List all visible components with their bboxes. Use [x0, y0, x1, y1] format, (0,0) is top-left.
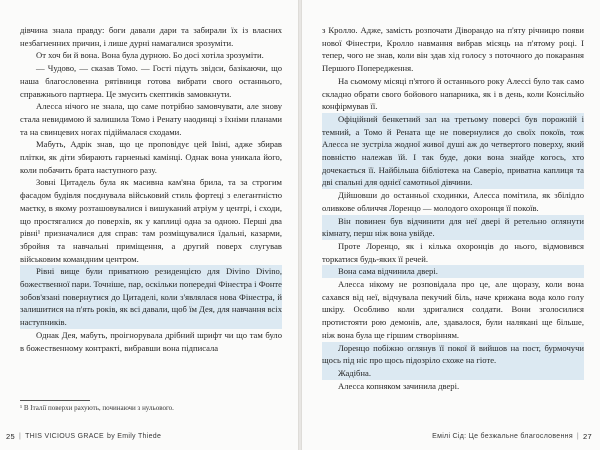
paragraph: На сьомому місяці п'ятого й останнього року Алессі було так само складно обрати свого бойового напарника, як і в день, коли Консільйо конфірмував її. [322, 75, 584, 112]
paragraph-highlighted: Жадібна. [322, 367, 584, 380]
paragraph-highlighted: Лоренцо побіжно оглянув її покої й вийшов на пост, бурмочучи щось під ніс про щось підозріло схоже на гіоте. [322, 342, 584, 366]
footer-author: by Emily Thiede [107, 432, 162, 440]
right-page-footer [302, 428, 600, 444]
footnote: ¹ В Італії поверхи рахують, починаючи з нульового. [20, 404, 174, 412]
footer-separator: | [576, 432, 580, 440]
paragraph-highlighted: Рівні вище були приватною резиденцією для Divino Divino, божественної пари. Точніше, пар, оскільки попередні Фінестра і Фонте зобов'язані повернутися до Цитаделі, коли з'являлася нова Фінестра, й залишитися на п'ять років, як всі давали, щоб їм Дея, для навчання всіх наступників. [20, 266, 282, 328]
paragraph: От хоч би й вона. Вона була дурною. Бо досі хотіла зрозуміти. [36, 50, 264, 61]
right-page [302, 0, 600, 450]
page-number: 27 [583, 431, 592, 441]
paragraph: — Чудово, — сказав Томо. — Гості підуть звідси, базікаючи, що наша благословенна рятівниця готова вибрати свого останнього, справжнього партнера. Це змусить скептиків замовкнути. [20, 63, 282, 99]
left-page [0, 0, 298, 450]
left-page-footer [0, 428, 298, 444]
paragraph: дівчина знала правду: боги давали дари та забирали їх із власних незбагненних причин, і лише дурні намагалися зрозуміти. [20, 25, 282, 48]
footnote-divider [20, 400, 90, 401]
paragraph-highlighted: Офіційний бенкетний зал на третьому поверсі був порожній і темний, а Томо й Рената ще не повернулися до своїх покоїв, тож Алесса не зустріла жодної живої душі аж до четвертого поверху, який повністю належав їй. І так буде, доки вона знайде когось, хто дочекається її. Найбільша бібліотека на Саверіо, приватна каплиця та дві спальні для однієї самотньої дівчини. [322, 113, 584, 188]
left-page-text [20, 24, 282, 354]
right-page-text [322, 24, 584, 392]
footer-book-title: THIS VICIOUS GRACE [25, 432, 104, 440]
paragraph: Алесса нікому не розповідала про це, але щоразу, коли вона сахався від неї, відчувала пекучий біль, наче крижана вода коло голу шкіру. Особливо коли здригалися солдати. Вони зголосилися протистояти рою демонів, але, здавалося, були налякані ще більше, ніж вона була ще гіршим створінням. [322, 279, 584, 340]
page-number: 25 [6, 431, 15, 441]
paragraph: Алесса копняком зачинила двері. [338, 380, 460, 391]
paragraph-highlighted: Вона сама відчинила двері. [322, 265, 584, 278]
footer-separator: | [18, 432, 22, 440]
paragraph: Алесса нічого не знала, що саме потрібно замовчувати, але знову стала невидимою й залишила Томо і Ренату наодинці з їхніми планами та на свинцевих ногах підіймалася сходами. [20, 101, 282, 137]
paragraph: Дійшовши до останньої сходинки, Алесса помітила, як збілідло оливкове обличчя Лоренцо — молодого охоронця її покоїв. [322, 190, 584, 213]
paragraph: з Кролло. Адже, замість розпочати Діворандо на п'яту річницю появи нової Фінестри, Кролло навмання вибрав місяць на п'ятому році. І тепер, чого не знав, коли він здав хід голосу з поточного до покарання Першого Попередження. [322, 25, 584, 74]
paragraph: Мабуть, Адрік знав, що це проповідує цей Івіні, адже збирав плітки, як діти збирають гарненькі камінці. Однак вона уникала його, коли побачить брата наступного разу. [20, 139, 282, 175]
footer-book-title: Емілі Сід: Це безжальне благословення [432, 432, 573, 440]
paragraph-highlighted: Він повинен був відчинити для неї двері й ретельно оглянути кімнату, перш ніж вона увійде. [322, 215, 584, 239]
paragraph: Зовні Цитадель була як масивна кам'яна брила, та за строгим фасадом будівля поєднувала військовий стиль фортеці з елегантністю маєтку, в якому розташовувалися і вишуканий атріум у центрі, і сходи, що простягалися до поверхів, як у каплиці одна за одною. Перші два рівні¹ призначалися для справ: там розміщувалися їдальні, казарми, збройня та навчальні приміщення, а другий поверх слугував військовим командним центром. [20, 177, 282, 264]
paragraph: Однак Дея, мабуть, проігнорувала дрібний шрифт чи що там було в божественному контракті, вибравши вона підписала [20, 329, 282, 353]
paragraph: Проте Лоренцо, як і кілька охоронців до нього, відмовився торкатися будь-яких її речей. [322, 240, 584, 264]
